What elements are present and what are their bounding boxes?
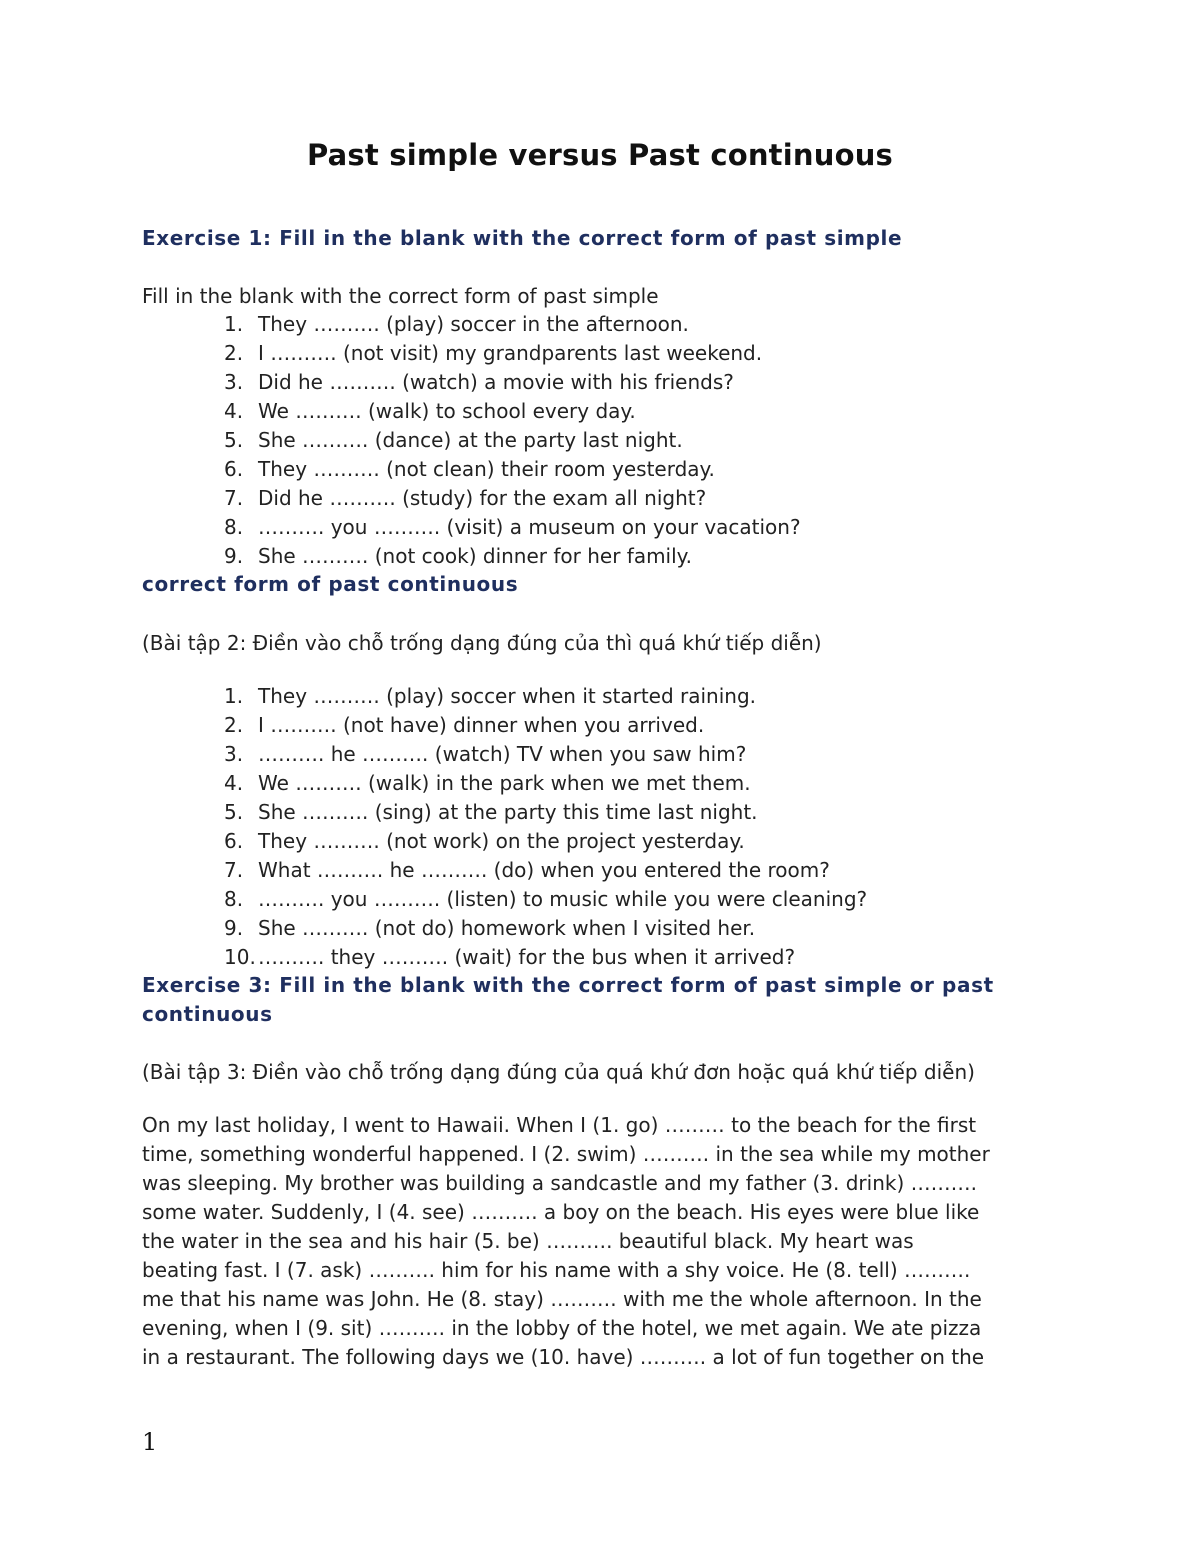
item-text: ………. they ………. (wait) for the bus when it arrived? [258,945,796,969]
item-number: 4. [224,771,244,795]
page-title: Past simple versus Past continuous [306,138,894,172]
item-text: She ………. (not do) homework when I visited her. [258,916,756,940]
item-number: 7. [224,858,244,882]
item-number: 9. [224,916,244,940]
story-line: some water. Suddenly, I (4. see) ………. a boy on the beach. His eyes were blue like [142,1200,980,1224]
item-text: She ………. (sing) at the party this time last night. [258,800,758,824]
item-number: 2. [224,341,244,365]
exercise-3-heading [142,971,994,1029]
item-text: She ………. (not cook) dinner for her family. [258,544,693,568]
item-number: 3. [224,370,244,394]
item-number: 4. [224,399,244,423]
story-line: time, something wonderful happened. I (2. swim) ………. in the sea while my mother [142,1142,990,1166]
exercise-1-instruction: Fill in the blank with the correct form of past simple [142,284,659,308]
exercise-2-instruction: (Bài tập 2: Điền vào chỗ trống dạng đúng của thì quá khứ tiếp diễn) [142,631,822,655]
item-text: She ………. (dance) at the party last night. [258,428,683,452]
item-number: 1. [224,684,244,708]
exercise-3-story [142,1111,1062,1372]
story-line: evening, when I (9. sit) ………. in the lobby of the hotel, we met again. We ate pizza [142,1316,982,1340]
exercise-3-instruction: (Bài tập 3: Điền vào chỗ trống dạng đúng của quá khứ đơn hoặc quá khứ tiếp diễn) [142,1060,975,1084]
item-number: 5. [224,428,244,452]
story-line: On my last holiday, I went to Hawaii. When I (1. go) ……… to the beach for the first [142,1113,977,1137]
item-number: 9. [224,544,244,568]
item-text: They ………. (not clean) their room yesterday. [258,457,715,481]
item-text: They ………. (not work) on the project yesterday. [258,829,745,853]
exercise-2-heading: correct form of past continuous [142,572,519,596]
story-line: in a restaurant. The following days we (10. have) ………. a lot of fun together on the [142,1345,985,1369]
item-number: 10. [224,945,256,969]
item-text: ………. he ………. (watch) TV when you saw him? [258,742,747,766]
item-number: 3. [224,742,244,766]
story-line: the water in the sea and his hair (5. be) ………. beautiful black. My heart was [142,1229,914,1253]
item-text: ………. you ………. (visit) a museum on your vacation? [258,515,801,539]
item-text: Did he ………. (watch) a movie with his friends? [258,370,734,394]
item-number: 1. [224,312,244,336]
story-line: was sleeping. My brother was building a sandcastle and my father (3. drink) ………. [142,1171,977,1195]
story-line: me that his name was John. He (8. stay) ………. with me the whole afternoon. In the [142,1287,982,1311]
item-text: ………. you ………. (listen) to music while you were cleaning? [258,887,868,911]
item-text: Did he ………. (study) for the exam all night? [258,486,707,510]
item-text: We ………. (walk) in the park when we met them. [258,771,751,795]
exercise-3-heading-line2: continuous [142,1002,273,1026]
item-number: 7. [224,486,244,510]
item-text: I ………. (not visit) my grandparents last weekend. [258,341,763,365]
item-number: 8. [224,887,244,911]
item-number: 6. [224,457,244,481]
story-line: beating fast. I (7. ask) ………. him for his name with a shy voice. He (8. tell) ………. [142,1258,971,1282]
item-text: I ………. (not have) dinner when you arrived. [258,713,705,737]
item-text: They ………. (play) soccer in the afternoon. [258,312,689,336]
item-text: What ………. he ………. (do) when you entered the room? [258,858,830,882]
exercise-1-heading: Exercise 1: Fill in the blank with the correct form of past simple [142,226,903,250]
item-number: 5. [224,800,244,824]
item-number: 8. [224,515,244,539]
item-number: 2. [224,713,244,737]
item-text: They ………. (play) soccer when it started raining. [258,684,757,708]
item-text: We ………. (walk) to school every day. [258,399,636,423]
exercise-3-heading-line1: Exercise 3: Fill in the blank with the correct form of past simple or past [142,973,994,997]
page-number: 1 [142,1428,158,1456]
item-number: 6. [224,829,244,853]
